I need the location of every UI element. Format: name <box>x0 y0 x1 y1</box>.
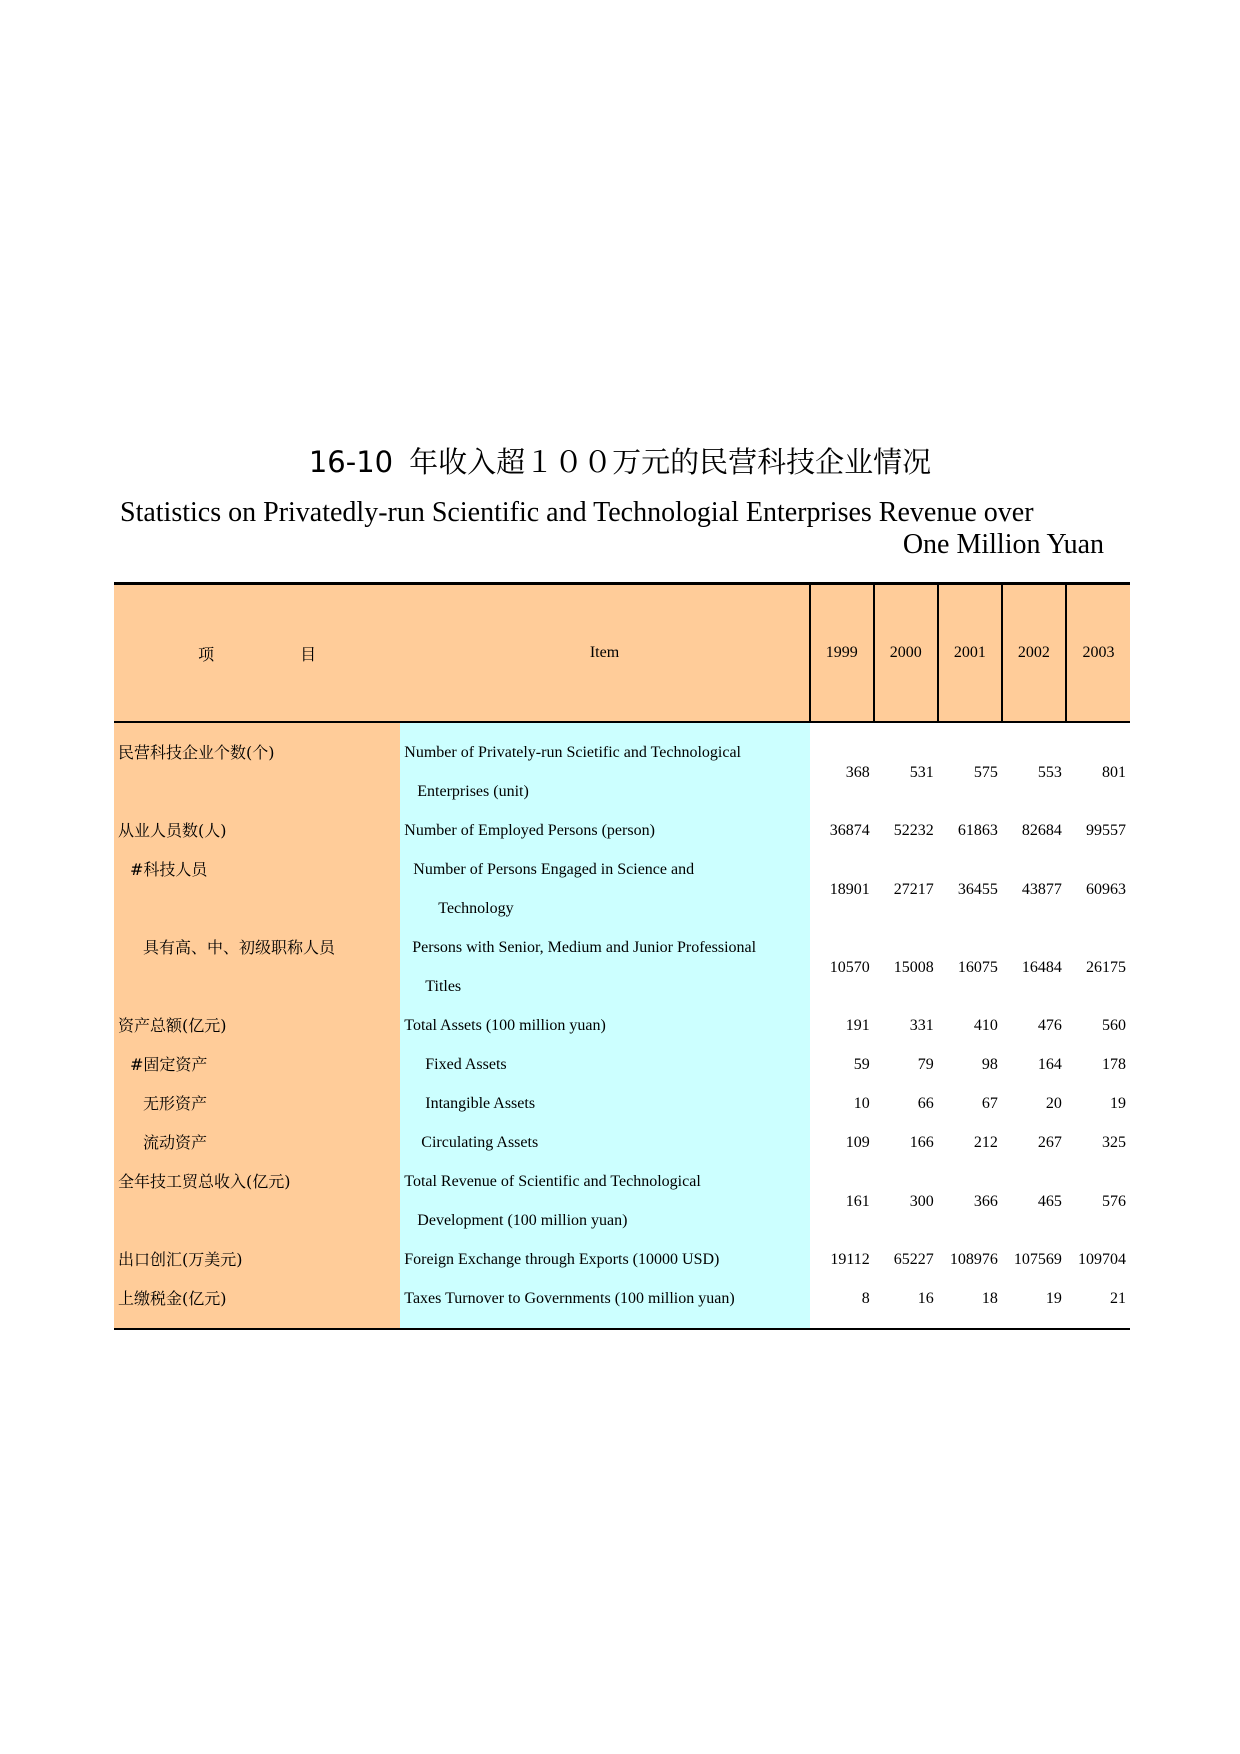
cell-value: 52232 <box>893 822 934 839</box>
table-number: 16-10 <box>308 445 394 479</box>
header-year: 1999 <box>810 584 874 723</box>
row-label-cn: 无形资产 <box>114 1084 400 1123</box>
cell-value: 19112 <box>830 1251 870 1268</box>
cell-value: 59 <box>853 1056 870 1073</box>
cell-value: 300 <box>909 1192 934 1210</box>
cell-value: 191 <box>845 1017 870 1034</box>
cell-value: 212 <box>973 1134 998 1151</box>
cell-value: 575 <box>973 763 998 781</box>
row-label-cn: 上缴税金(亿元) <box>114 1279 400 1318</box>
table-row <box>114 1045 1130 1084</box>
cell-value: 15008 <box>893 958 934 976</box>
statistics-table-container <box>114 582 1130 1330</box>
cell-value: 164 <box>1037 1056 1062 1073</box>
cell-value: 21 <box>1110 1290 1126 1307</box>
header-year: 2001 <box>938 584 1002 723</box>
cell-value: 16 <box>917 1290 934 1307</box>
table-row <box>114 1084 1130 1123</box>
cell-value: 26175 <box>1086 958 1126 976</box>
row-label-en: Persons with Senior, Medium and Junior Professional Titles <box>400 928 809 1006</box>
row-label-cn: 流动资产 <box>114 1123 400 1162</box>
cell-value: 410 <box>973 1017 998 1034</box>
cell-value: 331 <box>909 1017 934 1034</box>
cell-value: 66 <box>917 1095 934 1112</box>
table-row <box>114 1162 1130 1240</box>
cell-value: 36455 <box>957 880 998 898</box>
row-label-en: Taxes Turnover to Governments (100 million yuan) <box>400 1279 809 1318</box>
header-item-en: Item <box>400 584 809 723</box>
row-label-en: Fixed Assets <box>400 1045 809 1084</box>
cell-value: 19 <box>1045 1290 1062 1307</box>
cell-value: 476 <box>1037 1017 1062 1034</box>
statistics-table <box>114 582 1130 1330</box>
cell-value: 560 <box>1102 1017 1126 1034</box>
table-row <box>114 1123 1130 1162</box>
header-year: 2000 <box>874 584 938 723</box>
page-title-cn <box>0 444 1240 480</box>
cell-value: 18 <box>981 1290 998 1307</box>
spacer-row <box>114 722 1130 733</box>
cell-value: 107569 <box>1013 1251 1062 1268</box>
header-year: 2003 <box>1066 584 1130 723</box>
row-label-cn: 民营科技企业个数(个) <box>114 733 400 811</box>
cell-value: 178 <box>1102 1056 1126 1073</box>
header-cn-right: 目 <box>300 644 317 664</box>
page-title-en-line2: One Million Yuan <box>902 529 1104 560</box>
cell-value: 366 <box>973 1192 998 1210</box>
table-row <box>114 1279 1130 1318</box>
header-year: 2002 <box>1002 584 1066 723</box>
cell-value: 325 <box>1102 1134 1126 1151</box>
row-label-en: Intangible Assets <box>400 1084 809 1123</box>
title-cn-text: 年收入超１００万元的民营科技企业情况 <box>409 445 932 479</box>
spacer-row <box>114 1318 1130 1329</box>
cell-value: 8 <box>861 1290 870 1307</box>
row-label-cn: #固定资产 <box>114 1045 400 1084</box>
cell-value: 79 <box>917 1056 934 1073</box>
cell-value: 166 <box>909 1134 934 1151</box>
row-label-cn: 全年技工贸总收入(亿元) <box>114 1162 400 1240</box>
row-label-cn: 具有高、中、初级职称人员 <box>114 928 400 1006</box>
cell-value: 576 <box>1102 1192 1126 1210</box>
table-row <box>114 811 1130 850</box>
cell-value: 109 <box>845 1134 870 1151</box>
cell-value: 67 <box>981 1095 998 1112</box>
cell-value: 16075 <box>957 958 998 976</box>
cell-value: 553 <box>1037 763 1062 781</box>
cell-value: 16484 <box>1021 958 1062 976</box>
row-label-cn: 出口创汇(万美元) <box>114 1240 400 1279</box>
table-row <box>114 1006 1130 1045</box>
cell-value: 161 <box>845 1192 870 1210</box>
cell-value: 18901 <box>829 880 870 898</box>
cell-value: 98 <box>981 1056 998 1073</box>
cell-value: 801 <box>1102 763 1126 781</box>
cell-value: 10 <box>853 1095 870 1112</box>
cell-value: 531 <box>909 763 934 781</box>
table-row <box>114 928 1130 1006</box>
row-label-cn: 资产总额(亿元) <box>114 1006 400 1045</box>
cell-value: 43877 <box>1021 880 1062 898</box>
row-label-en: Total Revenue of Scientific and Technological Development (100 million yuan) <box>400 1162 809 1240</box>
cell-value: 82684 <box>1021 822 1062 839</box>
table-row <box>114 1240 1130 1279</box>
cell-value: 60963 <box>1086 880 1126 898</box>
cell-value: 267 <box>1037 1134 1062 1151</box>
row-label-en: Foreign Exchange through Exports (10000 USD) <box>400 1240 809 1279</box>
cell-value: 65227 <box>893 1251 934 1268</box>
cell-value: 61863 <box>957 822 998 839</box>
row-label-en: Circulating Assets <box>400 1123 809 1162</box>
header-cn-left: 项 <box>198 644 215 664</box>
header-item-cn <box>114 584 400 723</box>
cell-value: 99557 <box>1086 822 1126 839</box>
cell-value: 108976 <box>949 1251 998 1268</box>
cell-value: 10570 <box>829 958 870 976</box>
page-title-en-line1: Statistics on Privatedly-run Scientific and Technologial Enterprises Revenue over <box>120 497 1034 528</box>
cell-value: 465 <box>1037 1192 1062 1210</box>
header-row <box>114 584 1130 723</box>
cell-value: 27217 <box>893 880 934 898</box>
row-label-en: Number of Privately-run Scietific and Technological Enterprises (unit) <box>400 733 809 811</box>
table-row <box>114 733 1130 811</box>
cell-value: 19 <box>1110 1095 1126 1112</box>
row-label-cn: 从业人员数(人) <box>114 811 400 850</box>
row-label-en: Total Assets (100 million yuan) <box>400 1006 809 1045</box>
row-label-en: Number of Employed Persons (person) <box>400 811 809 850</box>
row-label-en: Number of Persons Engaged in Science and Technology <box>400 850 809 928</box>
row-label-cn: #科技人员 <box>114 850 400 928</box>
cell-value: 368 <box>845 763 870 781</box>
cell-value: 20 <box>1045 1095 1062 1112</box>
cell-value: 36874 <box>829 822 870 839</box>
cell-value: 109704 <box>1078 1251 1126 1268</box>
table-row <box>114 850 1130 928</box>
